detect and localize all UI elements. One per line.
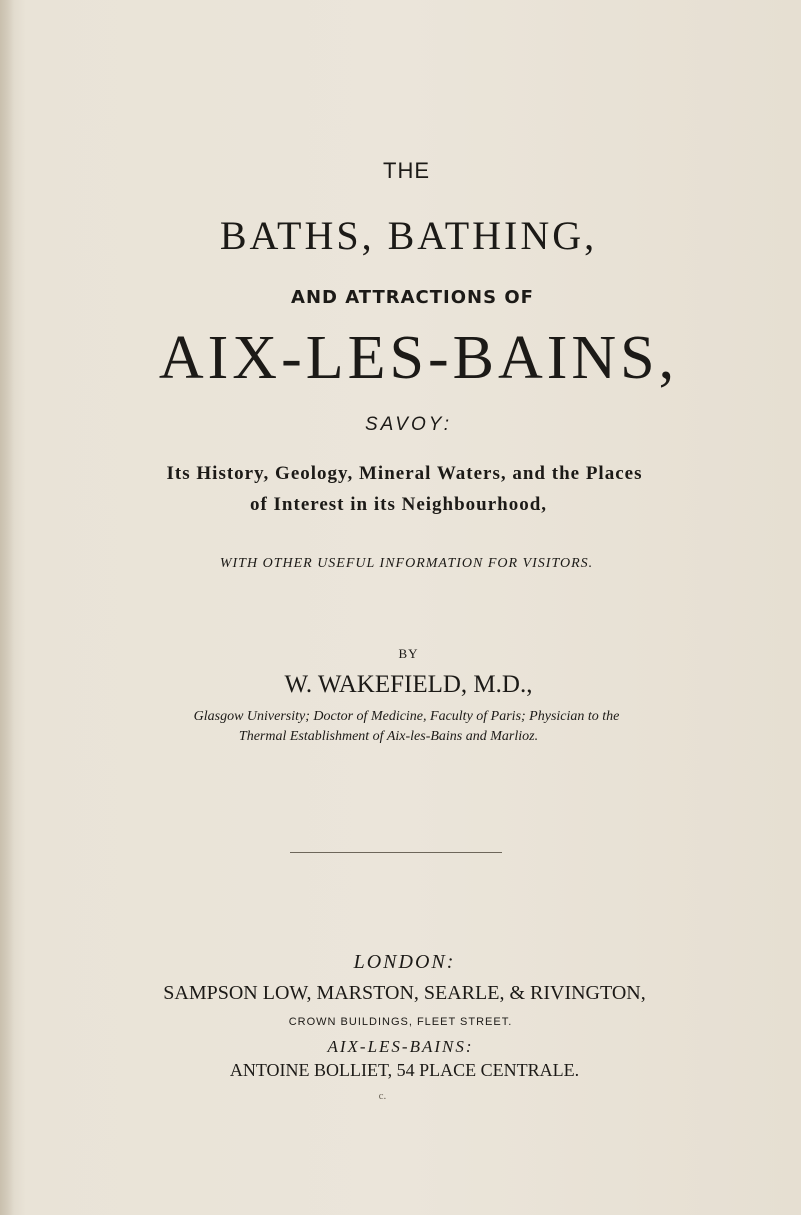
title-line-attractions: AND ATTRACTIONS OF bbox=[291, 287, 534, 308]
title-line-baths: BATHS, BATHING, bbox=[219, 213, 598, 258]
author-credentials-line-2: Thermal Establishment of Aix-les-Bains and Marlioz. bbox=[238, 729, 539, 744]
divider-rule bbox=[290, 852, 502, 853]
imprint-publisher-address: CROWN BUILDINGS, FLEET STREET. bbox=[288, 1016, 513, 1028]
title-main-aix-les-bains: AIX-LES-BAINS, bbox=[158, 324, 679, 392]
by-label: BY bbox=[398, 646, 419, 661]
useful-information-line: WITH OTHER USEFUL INFORMATION FOR VISITORS. bbox=[219, 556, 594, 571]
imprint-city-aix: AIX-LES-BAINS: bbox=[327, 1037, 474, 1056]
author-name: W. WAKEFIELD, M.D., bbox=[284, 671, 533, 698]
author-credentials-line-1: Glasgow University; Doctor of Medicine, Faculty of Paris; Physician to the bbox=[193, 709, 620, 724]
title-the: THE bbox=[383, 158, 430, 183]
region-savoy: SAVOY: bbox=[365, 414, 452, 435]
subtitle-line-2: of Interest in its Neighbourhood, bbox=[249, 494, 548, 515]
library-mark: c. bbox=[378, 1090, 387, 1102]
imprint-city-london: LONDON: bbox=[353, 951, 456, 973]
imprint-publisher-aix: ANTOINE BOLLIET, 54 PLACE CENTRALE. bbox=[229, 1060, 580, 1080]
imprint-publisher-london: SAMPSON LOW, MARSTON, SEARLE, & RIVINGTON, bbox=[163, 982, 646, 1004]
subtitle-line-1: Its History, Geology, Mineral Waters, and the Places bbox=[166, 463, 643, 484]
